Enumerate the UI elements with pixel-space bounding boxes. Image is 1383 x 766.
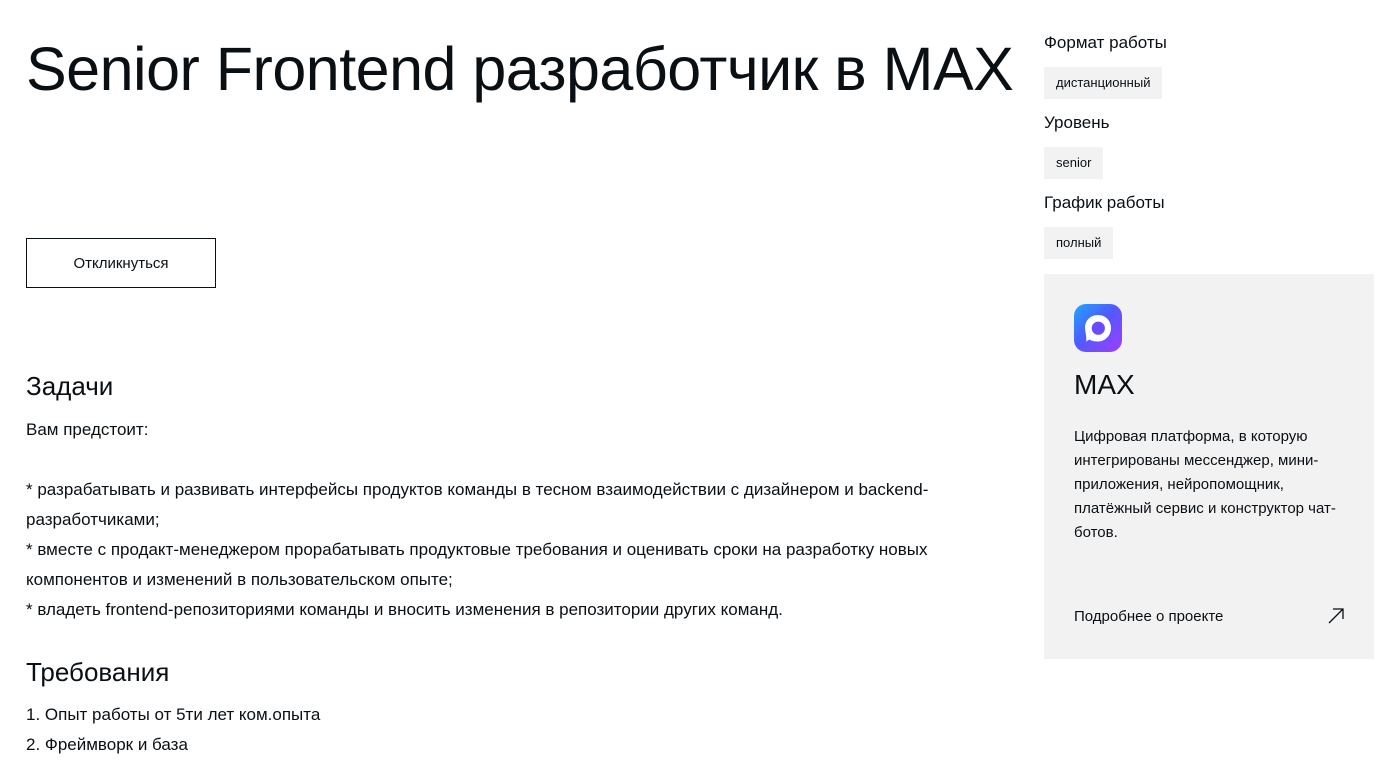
schedule-tag: полный <box>1044 227 1113 259</box>
requirements-description <box>26 700 1016 760</box>
tasks-line: * владеть frontend-репозиториями команды и вносить изменения в репозитории других команд. <box>26 600 783 619</box>
project-more-link-label: Подробнее о проекте <box>1074 607 1224 625</box>
level-tag: senior <box>1044 147 1103 179</box>
tasks-description <box>26 415 1016 625</box>
tasks-line: * вместе с продакт-менеджером прорабатывать продуктовые требования и оценивать сроки на разработку новых компонентов и изменений в пользовательском опыте; <box>26 540 928 589</box>
work-format-label: Формат работы <box>1044 33 1167 52</box>
arrow-up-right-icon <box>1326 606 1346 626</box>
project-description: Цифровая платформа, в которую интегрированы мессенджер, мини-приложения, нейропомощник, платёжный сервис и конструктор чат-ботов. <box>1074 428 1336 541</box>
requirements-line: 2. Фреймворк и база <box>26 735 188 754</box>
apply-button[interactable]: Откликнуться <box>26 238 216 288</box>
tasks-line: Вам предстоит: <box>26 420 149 439</box>
project-more-link[interactable] <box>1074 604 1346 628</box>
project-card <box>1044 274 1374 659</box>
project-name: MAX <box>1074 369 1135 400</box>
tasks-line: * разрабатывать и развивать интерфейсы продуктов команды в тесном взаимодействии с дизайнером и backend-разработчиками; <box>26 480 929 529</box>
level-label: Уровень <box>1044 113 1110 132</box>
requirements-heading: Требования <box>26 657 170 687</box>
max-messenger-logo-icon <box>1074 304 1122 352</box>
vacancy-title: Senior Frontend разработчик в MAX <box>26 35 1014 103</box>
requirements-line: 1. Опыт работы от 5ти лет ком.опыта <box>26 705 321 724</box>
tasks-line <box>26 445 1016 475</box>
work-format-tag: дистанционный <box>1044 67 1162 99</box>
schedule-label: График работы <box>1044 193 1165 212</box>
tasks-heading: Задачи <box>26 371 114 401</box>
